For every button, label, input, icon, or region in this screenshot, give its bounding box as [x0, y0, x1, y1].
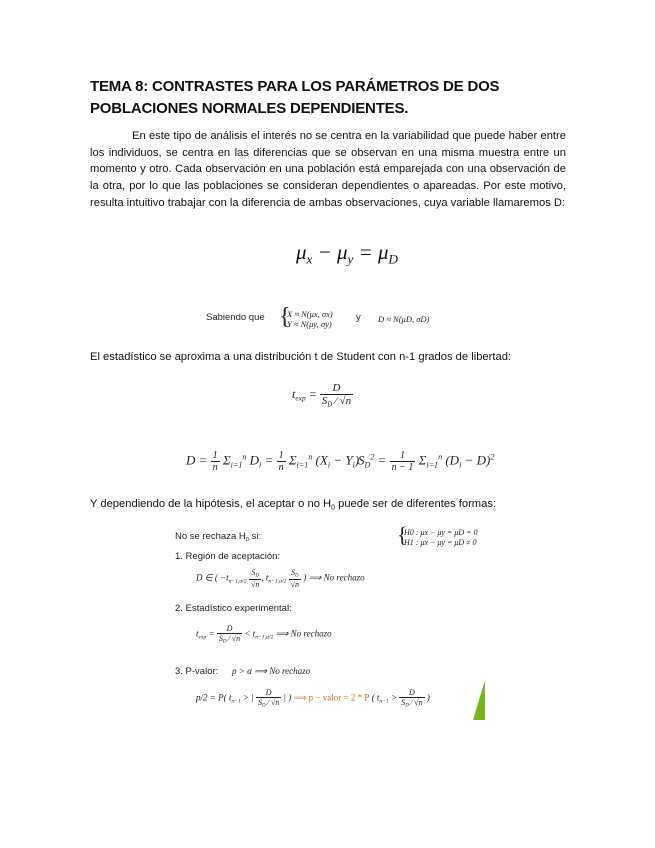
d-distribution: D ≈ N(μD, σD)	[378, 314, 430, 324]
experimental-statistic-formula: $t_{exp}$ = $\frac{D}{S_D ⁄ √n}$ < $t_{n-1,\alpha/2}$ ⟹ No rechazo	[196, 624, 332, 645]
t-statistic-formula: $t_{exp}$ = $\frac{D}{S_D ⁄ √n}$	[292, 382, 352, 409]
no-reject-label: No se rechaza $H_0$ si:	[175, 531, 262, 544]
h0: H0 : μx − μy = μD = 0	[404, 528, 478, 537]
acceptance-region-formula: D ∈ ( $-t_{n-1,\alpha/2}$ $\frac{S_D}{√n}$ , $t_{n-1,\alpha/2}$ $\frac{S_D}{√n}$ ) ⟹ No rechazo	[196, 568, 365, 589]
h1: H1 : μx − μy = μD ≠ 0	[404, 538, 477, 547]
intro-paragraph	[90, 128, 566, 212]
hypotheses	[404, 528, 478, 548]
sabiendo-label: Sabiendo que	[206, 312, 265, 323]
statistic-description: El estadístico se aproxima a una distribución t de Student con n-1 grados de libertad:	[90, 351, 512, 363]
title-line-2: POBLACIONES NORMALES DEPENDIENTES.	[90, 100, 409, 117]
page-title	[90, 76, 570, 120]
pvalue-condition: p > α ⟹ No rechazo	[232, 666, 311, 676]
variance-d-formula: $S_D^2$ = $\frac{1}{n - 1}$ $\Sigma_{i=1}^n$ $(D_i - D)^2$	[358, 450, 495, 473]
brace-icon: {	[279, 304, 291, 330]
decorative-triangle	[473, 680, 485, 720]
criterion-1-label: 1. Región de aceptación:	[175, 551, 281, 562]
hypothesis-description: Y dependiendo de la hipótesis, el aceptar o no $H_0$ puede ser de diferentes formas:	[90, 498, 497, 512]
xy-distribution-cases: X ≈ N(μx, σx) Y ≈ N(μy, σy)	[287, 309, 333, 329]
brace-icon: {	[397, 522, 408, 547]
criterion-2-label: 2. Estadístico experimental:	[175, 603, 292, 614]
and-label: y	[356, 312, 361, 323]
title-line-1: TEMA 8: CONTRASTES PARA LOS PARÁMETROS DE DOS	[90, 78, 500, 95]
mean-difference-equation: $\mu_x - \mu_y = \mu_D$	[296, 240, 398, 267]
intro-text: En este tipo de análisis el interés no se centra en la variabilidad que puede haber entre los individuos, se centra en las diferencias que se observan en una misma muestra entre un momento y otro. Cada observación en una población está emparejada con una observación de la otra, por lo que las poblaciones se consideran dependientes o apareadas. Por este motivo, resulta intuitivo trabajar con la diferencia de ambas observaciones, cuya variable llamaremos D:	[90, 130, 566, 209]
criterion-3-label: 3. P-valor:	[175, 666, 219, 677]
pvalue-formula: p/2 = P( $t_{n-1}$ > | $\frac{D}{S_D ⁄ √n}$ | ) ⟹ p − valor = 2 * P ( $t_{n-1}$ > $\frac{D}{S_D ⁄ √n}$ )	[196, 688, 430, 709]
mean-d-formula: D = $\frac{1}{n}$ $\Sigma_{i=1}^n$ $D_i$ = $\frac{1}{n}$ $\Sigma_{i=1}^n$ $(X_i - Y_i)$	[186, 450, 360, 473]
